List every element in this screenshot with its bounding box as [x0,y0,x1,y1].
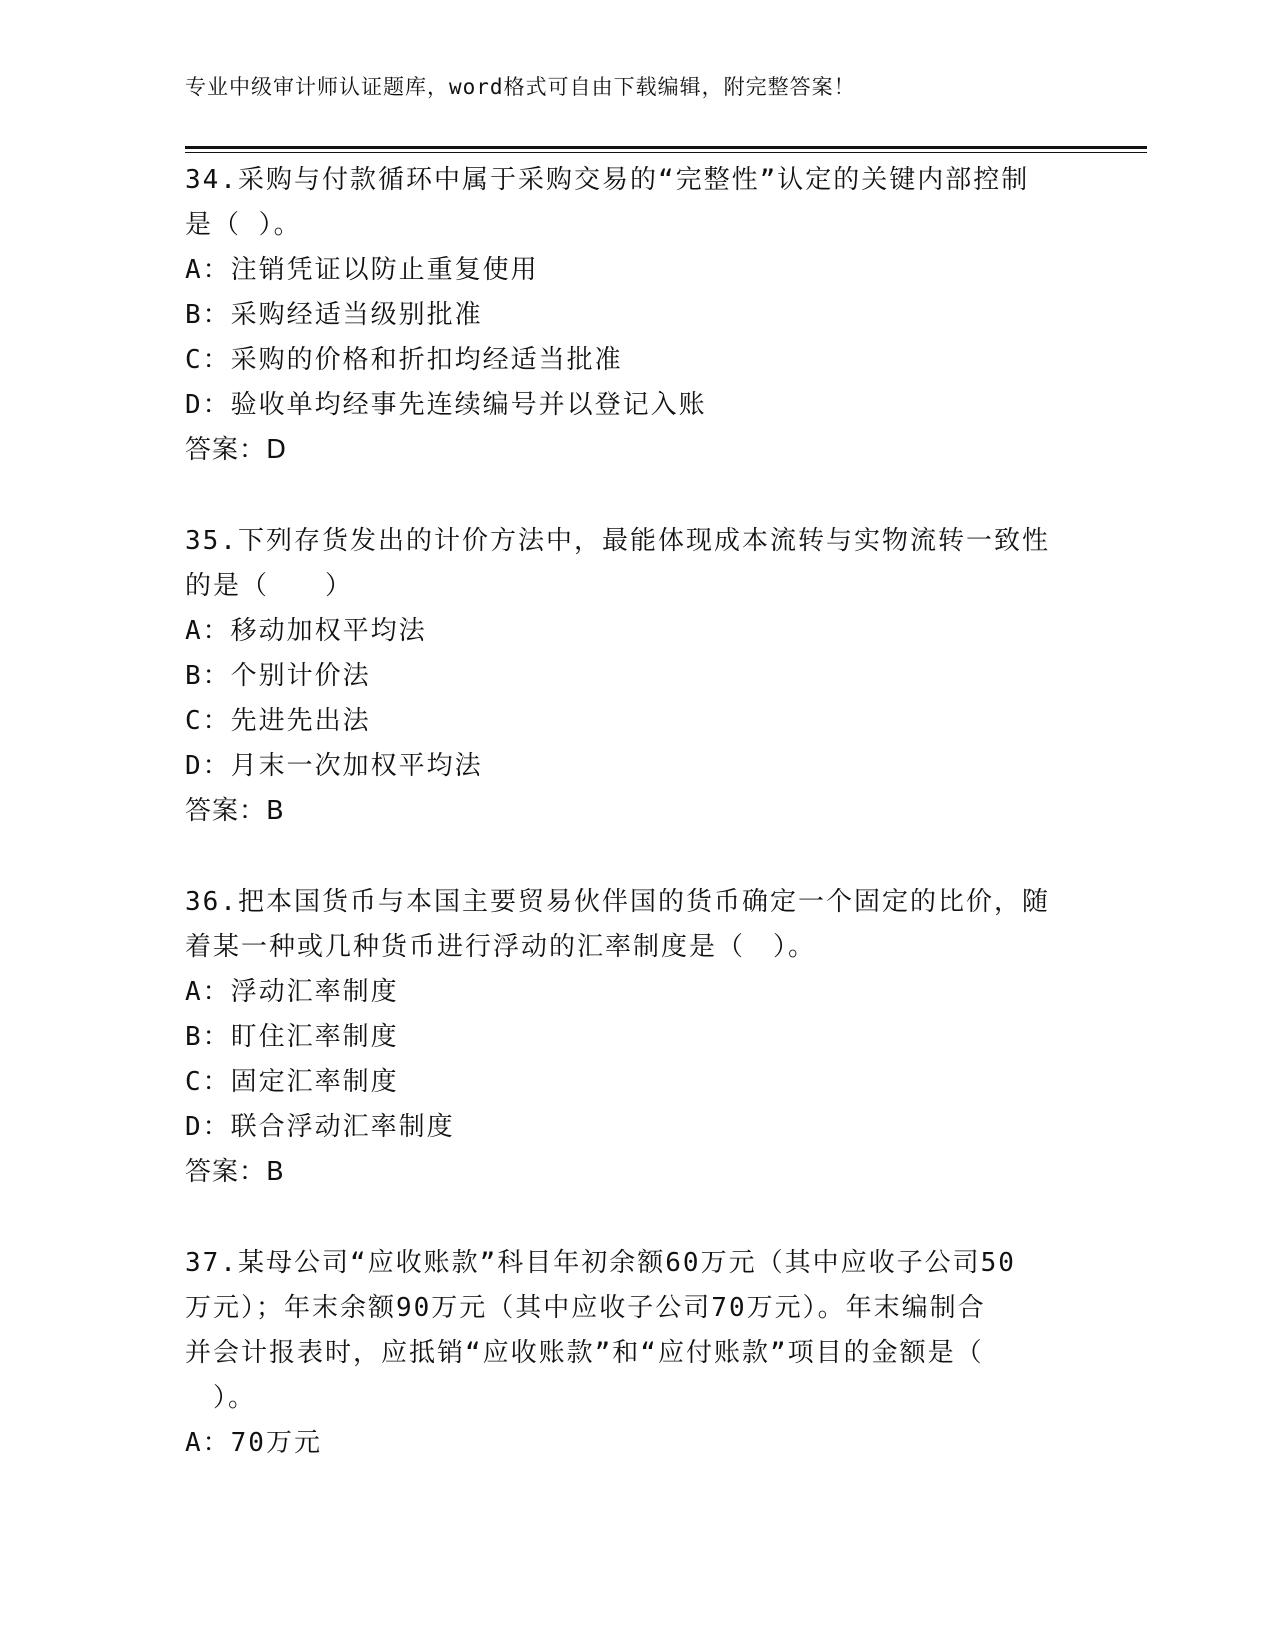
question-34 [185,158,1085,473]
option-b: B：采购经适当级别批准 [185,300,483,330]
answer: 答案：D [185,435,288,465]
question-37 [185,1241,1085,1466]
question-text-line: 的是（ ） [185,571,354,601]
question-text-line: 34.采购与付款循环中属于采购交易的“完整性”认定的关键内部控制 [185,165,1030,195]
question-text-line: 是（ ）。 [185,210,302,240]
question-text-line: 37.某母公司“应收账款”科目年初余额60万元（其中应收子公司50 [185,1248,1016,1278]
option-b: B：个别计价法 [185,661,371,691]
question-text-line: 着某一种或几种货币进行浮动的汇率制度是（ ）。 [185,932,817,962]
document-header: 专业中级审计师认证题库，word格式可自由下载编辑，附完整答案！ [185,75,856,99]
question-text-line: ）。 [185,1383,257,1413]
option-b: B：盯住汇率制度 [185,1022,399,1052]
question-text-line: 36.把本国货币与本国主要贸易伙伴国的货币确定一个固定的比价，随 [185,887,1050,917]
answer: 答案：B [185,1157,285,1187]
option-d: D：联合浮动汇率制度 [185,1112,455,1142]
question-text-line: 35.下列存货发出的计价方法中，最能体现成本流转与实物流转一致性 [185,526,1050,556]
header-rule-thin [185,152,1147,153]
question-text-line: 万元）；年末余额90万元（其中应收子公司70万元）。年末编制合 [185,1293,986,1323]
option-c: C：采购的价格和折扣均经适当批准 [185,345,623,375]
question-list [185,158,1085,1512]
question-text-line: 并会计报表时，应抵销“应收账款”和“应付账款”项目的金额是（ [185,1338,984,1368]
option-a: A：70万元 [185,1428,322,1458]
option-c: C：固定汇率制度 [185,1067,399,1097]
option-a: A：移动加权平均法 [185,616,427,646]
option-c: C：先进先出法 [185,706,371,736]
header-rule-thick [185,146,1147,149]
question-35 [185,519,1085,834]
answer: 答案：B [185,796,285,826]
question-36 [185,880,1085,1195]
option-a: A：浮动汇率制度 [185,977,399,1007]
option-a: A：注销凭证以防止重复使用 [185,255,539,285]
option-d: D：月末一次加权平均法 [185,751,483,781]
option-d: D：验收单均经事先连续编号并以登记入账 [185,390,707,420]
